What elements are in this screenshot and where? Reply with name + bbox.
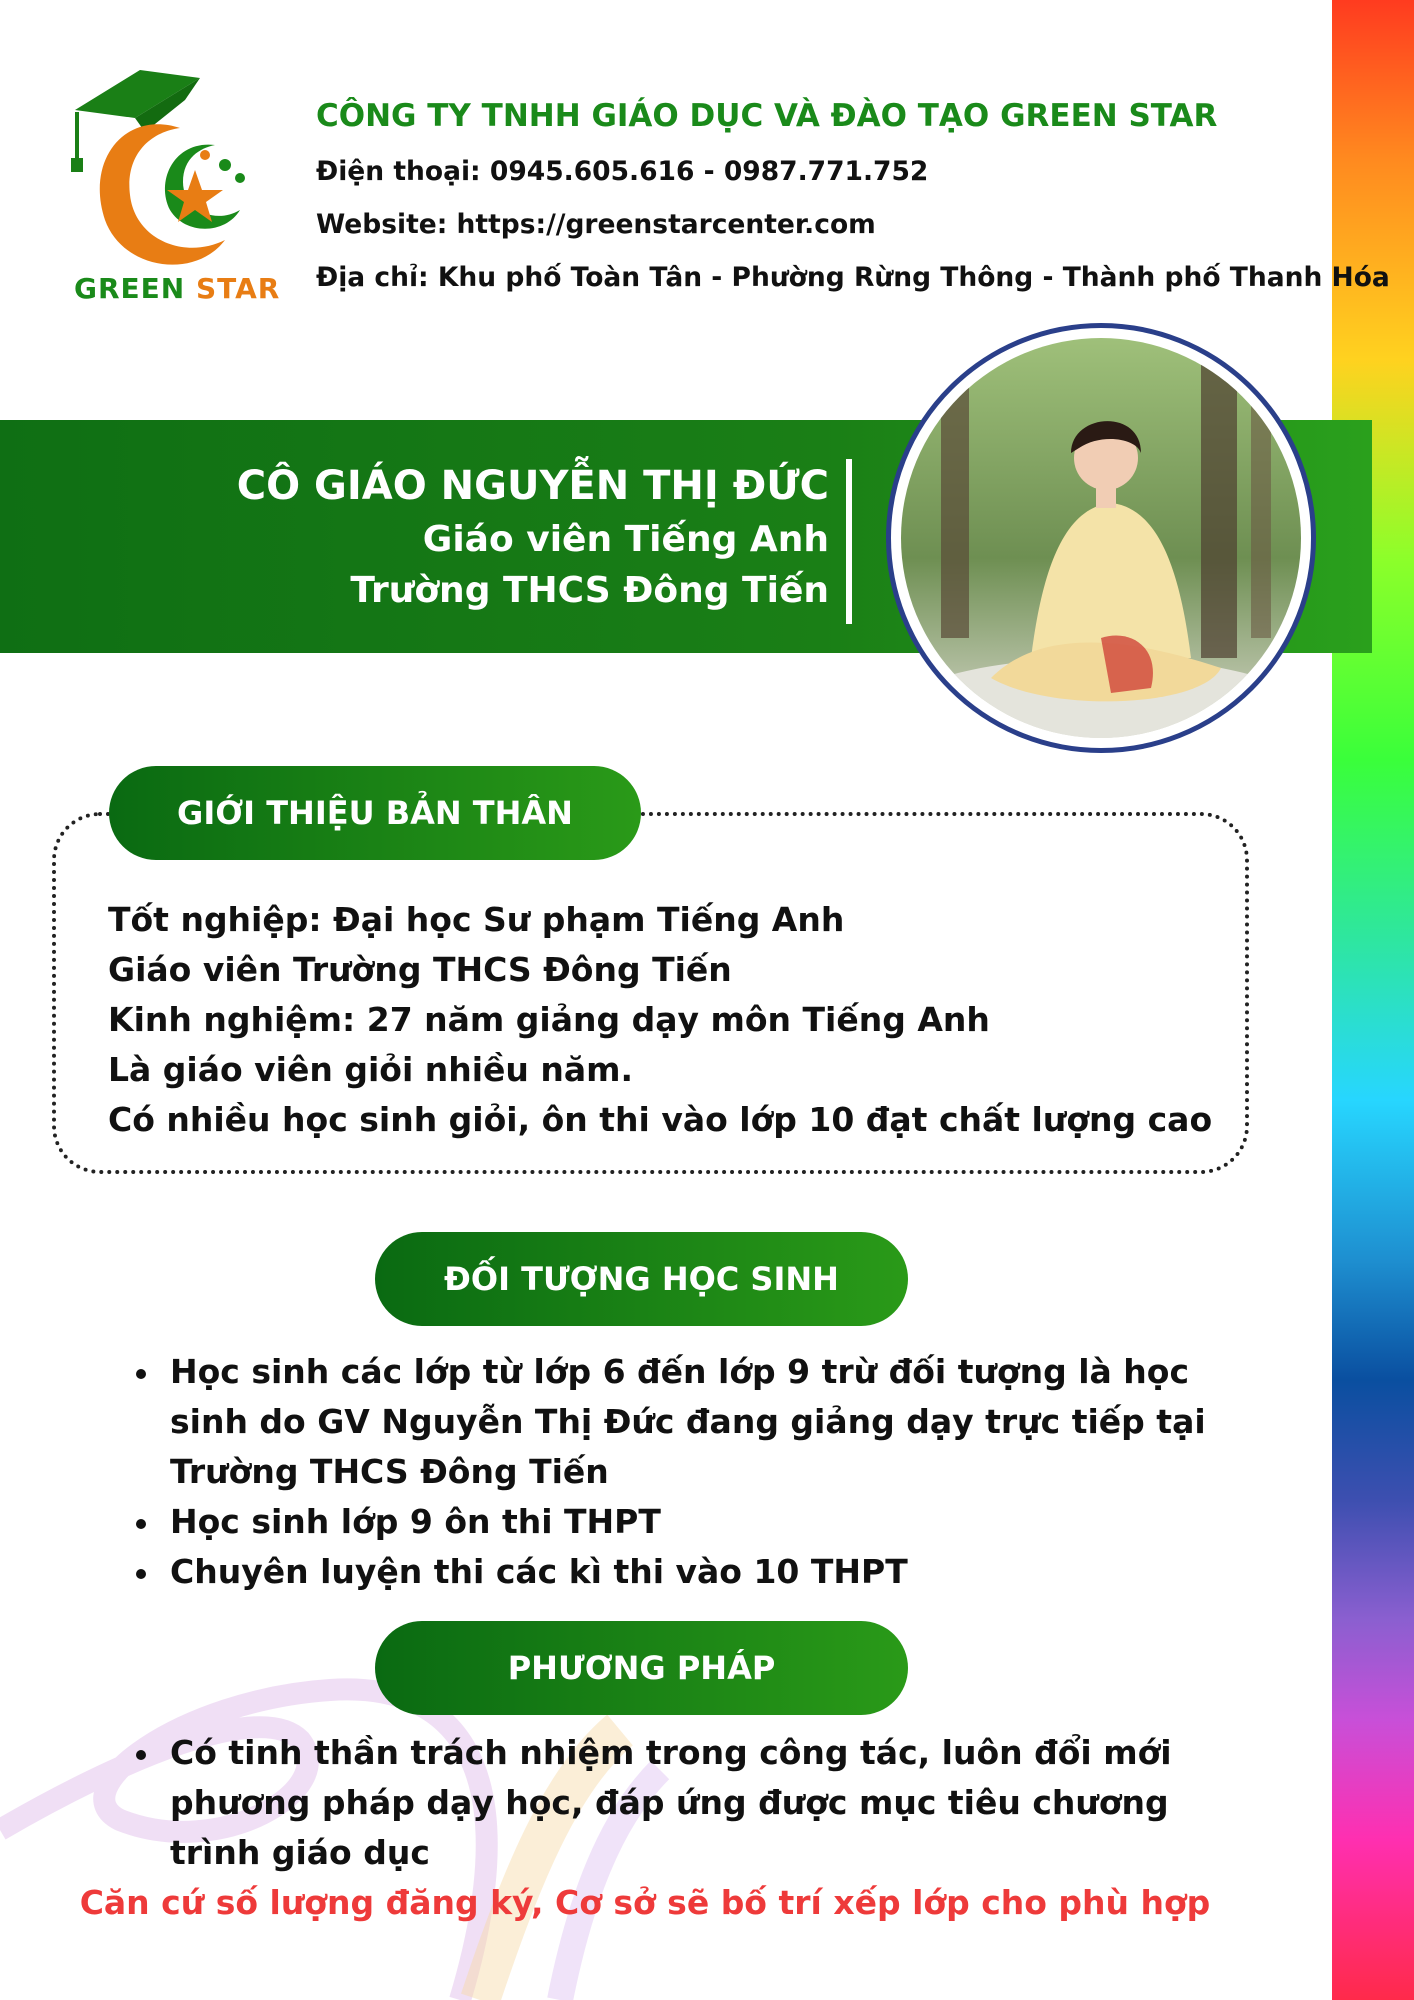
logo-word-star: STAR	[195, 272, 281, 305]
target-list	[132, 1347, 1262, 1597]
teacher-school: Trường THCS Đông Tiến	[350, 570, 829, 611]
method-list	[132, 1728, 1262, 1878]
company-website: Website: https://greenstarcenter.com	[316, 209, 876, 240]
method-item: Có tinh thần trách nhiệm trong công tác, luôn đổi mới phương pháp dạy học, đáp ứng được mục tiêu chương trình giáo dục	[132, 1728, 1262, 1878]
banner-divider	[846, 459, 852, 624]
company-name: CÔNG TY TNHH GIÁO DỤC VÀ ĐÀO TẠO GREEN STAR	[316, 98, 1218, 134]
target-item: Chuyên luyện thi các kì thi vào 10 THPT	[132, 1547, 1262, 1597]
method-heading: PHƯƠNG PHÁP	[375, 1621, 908, 1715]
teacher-name: CÔ GIÁO NGUYỄN THỊ ĐỨC	[236, 463, 829, 509]
company-info	[316, 98, 1390, 293]
intro-line: Có nhiều học sinh giỏi, ôn thi vào lớp 10 đạt chất lượng cao	[108, 1100, 1213, 1139]
intro-line: Giáo viên Trường THCS Đông Tiến	[108, 950, 732, 989]
intro-heading: GIỚI THIỆU BẢN THÂN	[109, 766, 641, 860]
teacher-banner-text	[237, 463, 829, 611]
logo-word-green: GREEN	[74, 272, 186, 305]
logo-wordmark	[74, 272, 280, 305]
teacher-role: Giáo viên Tiếng Anh	[422, 519, 829, 560]
teacher-photo	[901, 338, 1301, 738]
intro-line: Kinh nghiệm: 27 năm giảng dạy môn Tiếng Anh	[108, 1000, 990, 1039]
target-heading: ĐỐI TƯỢNG HỌC SINH	[375, 1232, 908, 1326]
footer-note: Căn cứ số lượng đăng ký, Cơ sở sẽ bố trí xếp lớp cho phù hợp	[79, 1883, 1211, 1922]
company-address: Địa chỉ: Khu phố Toàn Tân - Phường Rừng Thông - Thành phố Thanh Hóa	[316, 262, 1390, 293]
rainbow-side-stripe	[1332, 0, 1414, 2000]
company-phone: Điện thoại: 0945.605.616 - 0987.771.752	[316, 156, 929, 187]
intro-list	[108, 895, 1212, 1145]
target-item: Học sinh các lớp từ lớp 6 đến lớp 9 trừ đối tượng là học sinh do GV Nguyễn Thị Đức đang giảng dạy trực tiếp tại Trường THCS Đông Tiến	[132, 1347, 1262, 1497]
intro-line: Là giáo viên giỏi nhiều năm.	[108, 1050, 634, 1089]
intro-line: Tốt nghiệp: Đại học Sư phạm Tiếng Anh	[108, 900, 845, 939]
target-item: Học sinh lớp 9 ôn thi THPT	[132, 1497, 1262, 1547]
